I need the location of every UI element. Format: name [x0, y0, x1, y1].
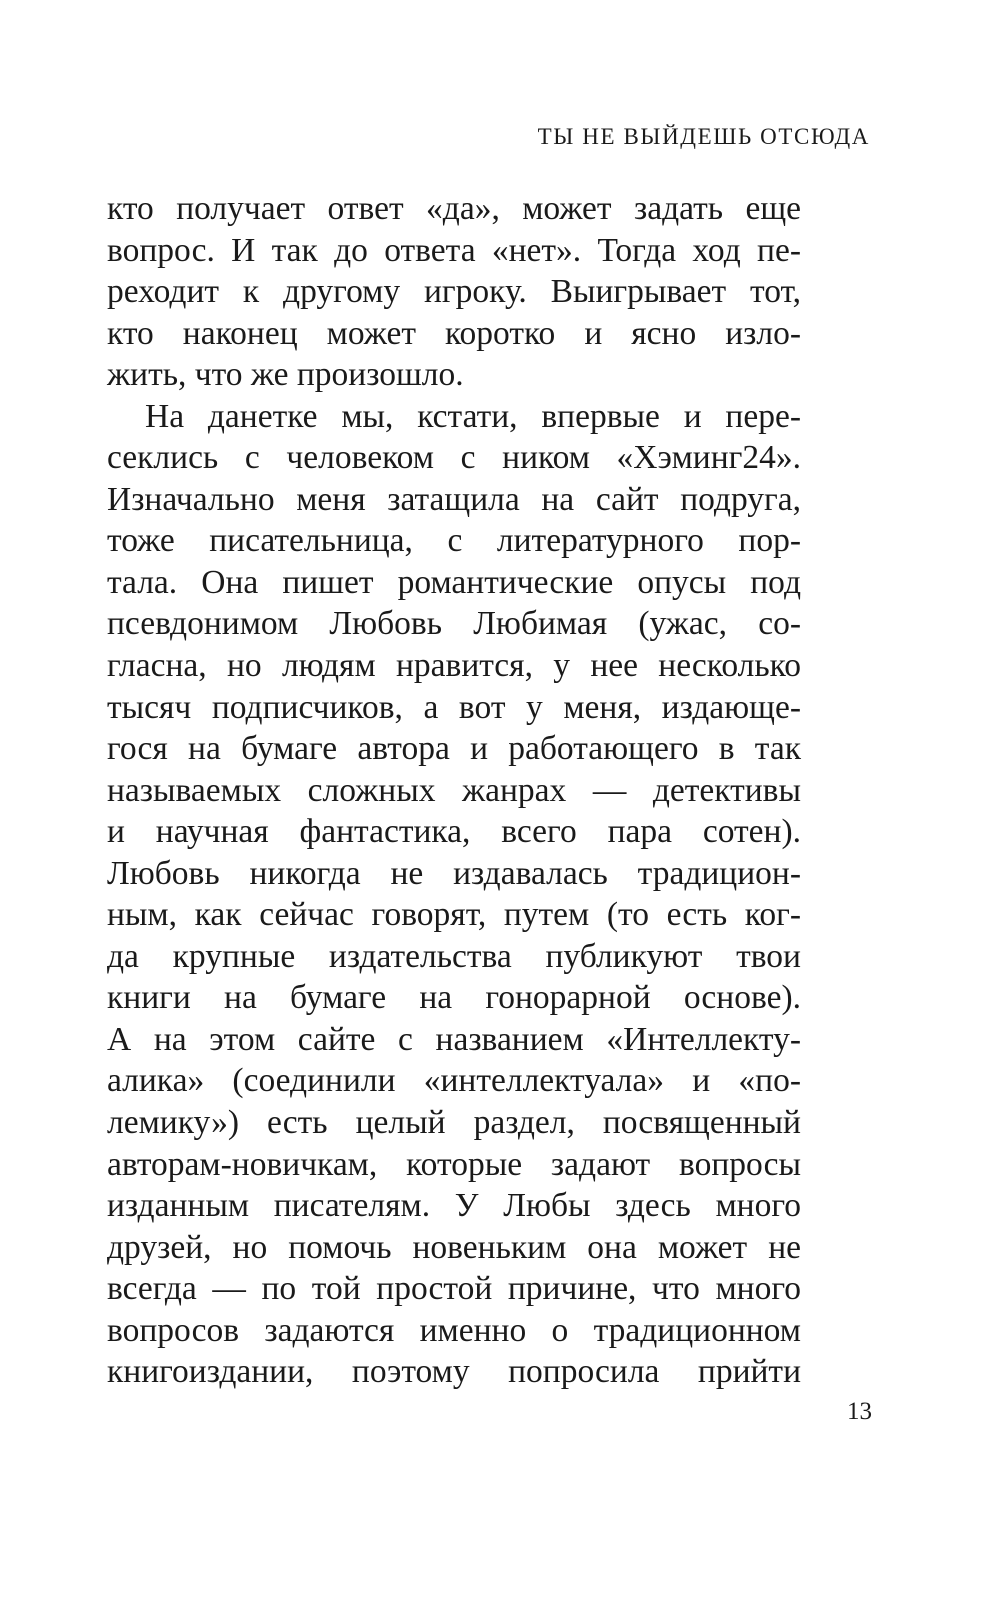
- text-line: изданным писателям. У Любы здесь много: [107, 1187, 801, 1225]
- text-line: вопрос. И так до ответа «нет». Тогда ход пе-: [107, 231, 801, 269]
- running-head: ТЫ НЕ ВЫЙДЕШЬ ОТСЮДА: [537, 124, 870, 149]
- text-line: книгоиздании, поэтому попросила прийти: [107, 1353, 801, 1391]
- text-line: лемику») есть целый раздел, посвященный: [107, 1104, 801, 1142]
- text-line: секлись с человеком с ником «Хэминг24».: [107, 439, 801, 477]
- text-line: тысяч подписчиков, а вот у меня, издающе-: [107, 688, 801, 726]
- text-line: ным, как сейчас говорят, путем (то есть ког-: [107, 896, 801, 934]
- text-line: кто получает ответ «да», может задать еще: [107, 190, 801, 227]
- text-line: гласна, но людям нравится, у нее несколько: [107, 647, 801, 685]
- text-line: реходит к другому игроку. Выигрывает тот,: [107, 273, 801, 311]
- text-line: А на этом сайте с названием «Интеллекту-: [107, 1020, 801, 1058]
- text-line: тала. Она пишет романтические опусы под: [107, 563, 801, 601]
- text-line: жить, что же произошло.: [107, 356, 464, 394]
- body-text: [107, 188, 801, 1393]
- text-line: тоже писательница, с литературного пор-: [107, 522, 801, 560]
- text-line: и научная фантастика, всего пара сотен).: [107, 813, 801, 851]
- page-number: 13: [847, 1398, 872, 1425]
- text-line: гося на бумаге автора и работающего в так: [107, 730, 801, 768]
- text-line: книги на бумаге на гонорарной основе).: [107, 979, 801, 1017]
- text-line: да крупные издательства публикуют твои: [107, 937, 801, 975]
- text-line: называемых сложных жанрах — детективы: [107, 771, 801, 809]
- text-line: друзей, но помочь новеньким она может не: [107, 1228, 801, 1266]
- text-line: алика» (соединили «интеллектуала» и «по-: [107, 1062, 801, 1100]
- text-line: кто наконец может коротко и ясно изло-: [107, 314, 801, 352]
- text-line: Изначально меня затащила на сайт подруга,: [107, 480, 801, 518]
- text-line: вопросов задаются именно о традиционном: [107, 1311, 801, 1349]
- text-line: всегда — по той простой причине, что много: [107, 1270, 801, 1308]
- text-line: авторам-новичкам, которые задают вопросы: [107, 1145, 801, 1183]
- text-line: На данетке мы, кстати, впервые и пере-: [145, 397, 801, 435]
- text-line: Любовь никогда не издавалась традицион-: [107, 854, 801, 892]
- text-line: псевдонимом Любовь Любимая (ужас, со-: [107, 605, 801, 643]
